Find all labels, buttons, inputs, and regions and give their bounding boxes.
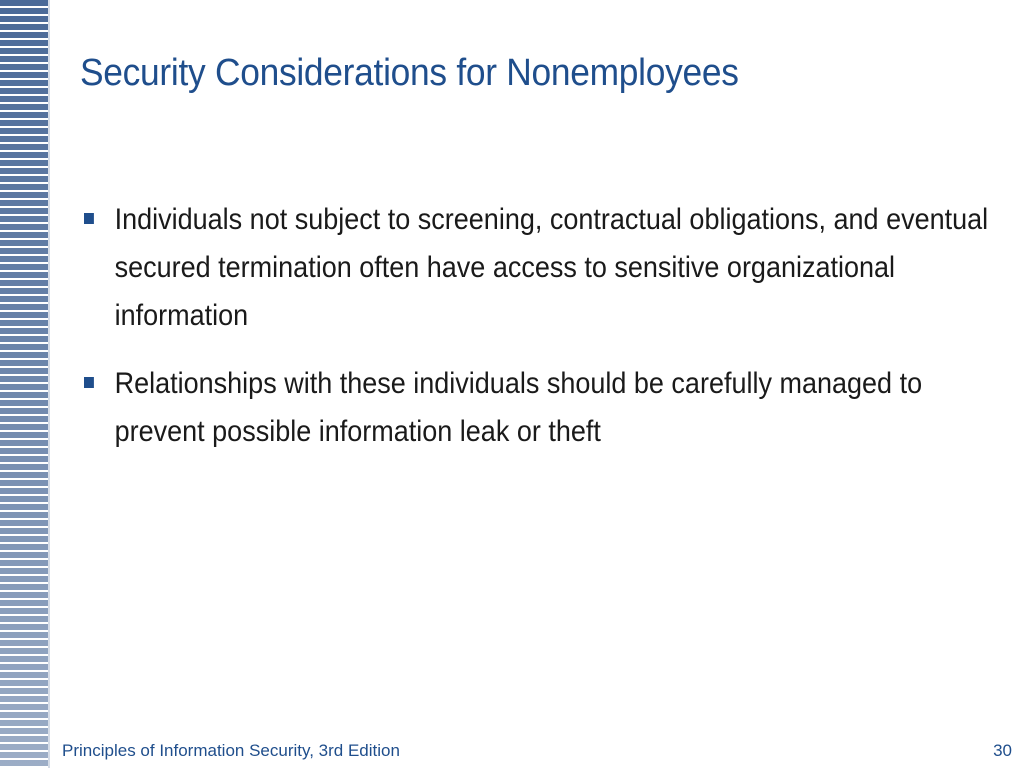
bullet-text-2: Relationships with these individuals should be carefully managed to prevent possible information leak or theft [114,367,923,448]
bullet-text-1: Individuals not subject to screening, contractual obligations, and eventual secured termination often have access to sensitive organizational information [114,203,989,332]
square-bullet-icon [84,213,94,224]
page-number: 30 [993,741,1012,760]
bullet-list [84,196,994,476]
slide-title: Security Considerations for Nonemployees [80,52,739,94]
stripe-fade-overlay [0,0,48,768]
square-bullet-icon [84,377,94,388]
footer-book-title: Principles of Information Security, 3rd Edition [62,741,400,760]
stripe-edge-line [48,0,50,768]
bullet-item-1 [84,196,1015,340]
bullet-item-2 [84,360,1015,456]
